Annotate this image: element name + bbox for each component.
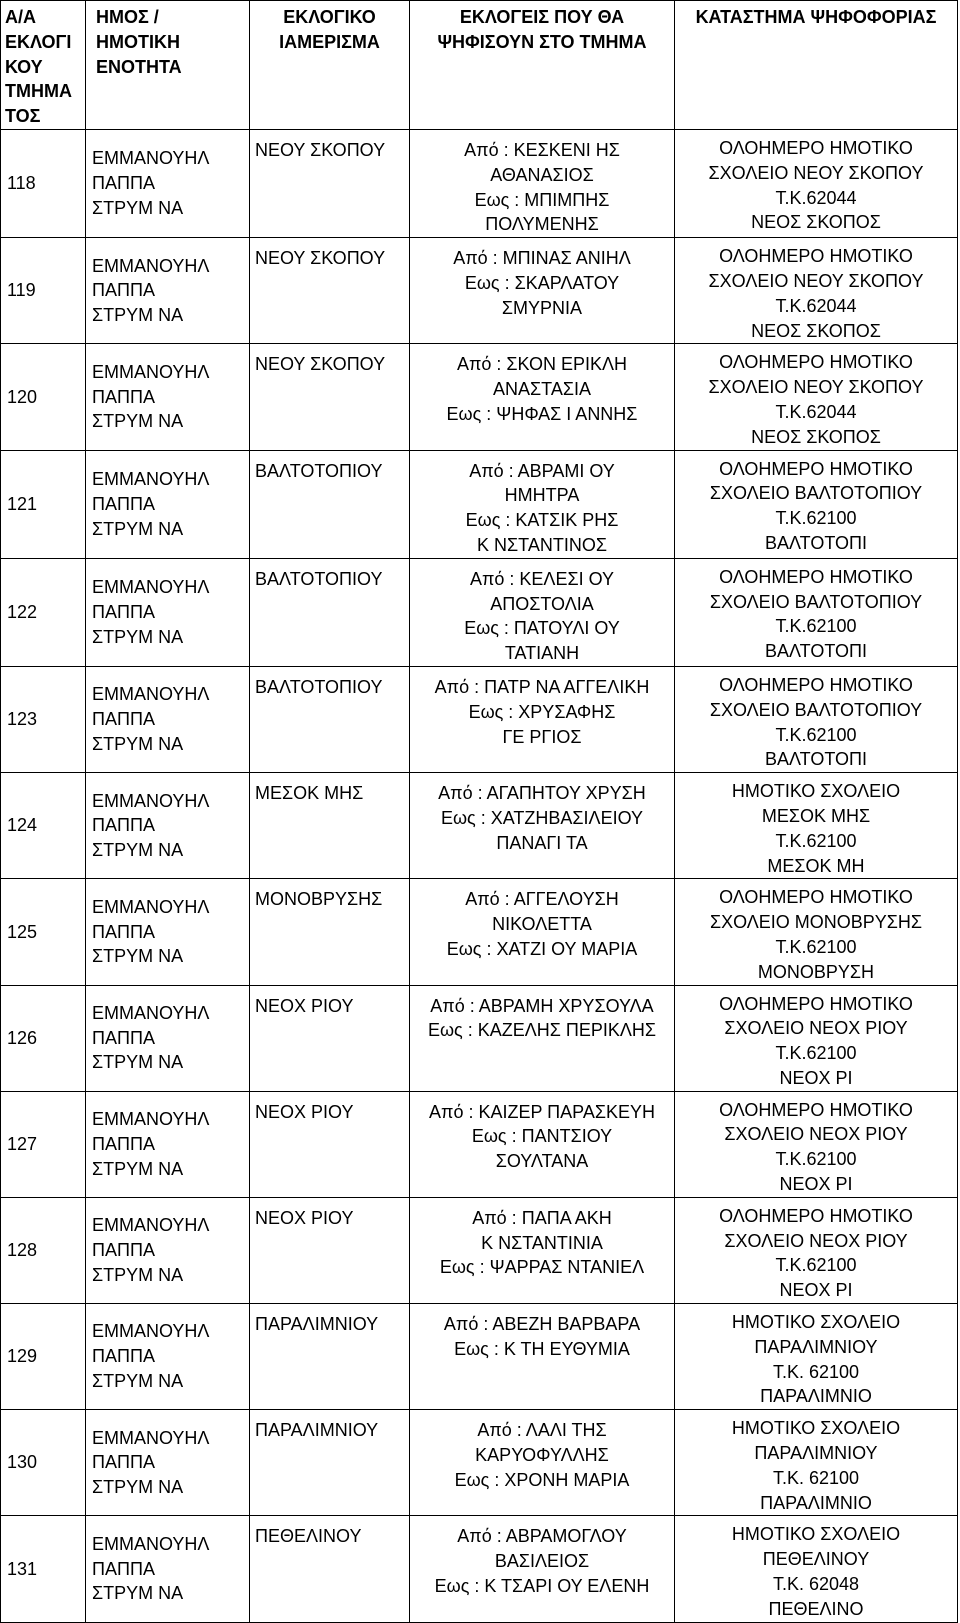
table-row (1, 130, 958, 238)
municipal-unit-cell: ΕΜΜΑΝΟΥΗΛ ΠΑΠΠΑ ΣΤΡΥΜ ΝΑ (86, 879, 250, 985)
table-row (1, 1304, 958, 1410)
table-row (1, 1197, 958, 1303)
section-number-cell: 123 (1, 666, 86, 772)
voters-range-cell: Από : ΣΚΟΝ ΕΡΙΚΛΗ ΑΝΑΣΤΑΣΙΑ Εως : ΨΗΦΑΣ Ι ΑΝΝΗΣ (410, 344, 675, 450)
municipal-unit-cell: ΕΜΜΑΝΟΥΗΛ ΠΑΠΠΑ ΣΤΡΥΜ ΝΑ (86, 1197, 250, 1303)
municipal-unit-cell: ΕΜΜΑΝΟΥΗΛ ΠΑΠΠΑ ΣΤΡΥΜ ΝΑ (86, 450, 250, 558)
municipal-unit-cell: ΕΜΜΑΝΟΥΗΛ ΠΑΠΠΑ ΣΤΡΥΜ ΝΑ (86, 985, 250, 1091)
polling-station-cell: ΟΛΟΗΜΕΡΟ ΗΜΟΤΙΚΟ ΣΧΟΛΕΙΟ ΝΕΟΥ ΣΚΟΠΟΥ Τ.Κ.62044 ΝΕΟΣ ΣΚΟΠΟΣ (675, 130, 958, 238)
section-number-cell: 124 (1, 773, 86, 879)
table-row (1, 773, 958, 879)
section-number-cell: 126 (1, 985, 86, 1091)
electoral-department-cell: ΠΑΡΑΛΙΜΝΙΟΥ (250, 1304, 410, 1410)
voters-range-cell: Από : ΑΒΡΑΜΗ ΧΡΥΣΟΥΛΑ Εως : ΚΑΖΕΛΗΣ ΠΕΡΙΚΛΗΣ (410, 985, 675, 1091)
polling-station-cell: ΟΛΟΗΜΕΡΟ ΗΜΟΤΙΚΟ ΣΧΟΛΕΙΟ ΜΟΝΟΒΡΥΣΗΣ Τ.Κ.62100 ΜΟΝΟΒΡΥΣΗ (675, 879, 958, 985)
voters-range-cell: Από : ΚΑΙΖΕΡ ΠΑΡΑΣΚΕΥΗ Εως : ΠΑΝΤΣΙΟΥ ΣΟΥΛΤΑΝΑ (410, 1091, 675, 1197)
voters-range-cell: Από : ΑΓΑΠΗΤΟΥ ΧΡΥΣΗ Εως : ΧΑΤΖΗΒΑΣΙΛΕΙΟΥ ΠΑΝΑΓΙ ΤΑ (410, 773, 675, 879)
header-section-number: Α/Α ΕΚΛΟΓΙ ΚΟΥ ΤΜΗΜΑ ΤΟΣ (1, 1, 86, 130)
polling-station-cell: ΗΜΟΤΙΚΟ ΣΧΟΛΕΙΟ ΜΕΣΟΚ ΜΗΣ Τ.Κ.62100 ΜΕΣΟΚ ΜΗ (675, 773, 958, 879)
electoral-department-cell: ΝΕΟΥ ΣΚΟΠΟΥ (250, 238, 410, 344)
table-row (1, 879, 958, 985)
municipal-unit-cell: ΕΜΜΑΝΟΥΗΛ ΠΑΠΠΑ ΣΤΡΥΜ ΝΑ (86, 773, 250, 879)
table-row (1, 558, 958, 666)
municipal-unit-cell: ΕΜΜΑΝΟΥΗΛ ΠΑΠΠΑ ΣΤΡΥΜ ΝΑ (86, 558, 250, 666)
section-number-cell: 118 (1, 130, 86, 238)
municipal-unit-cell: ΕΜΜΑΝΟΥΗΛ ΠΑΠΠΑ ΣΤΡΥΜ ΝΑ (86, 1091, 250, 1197)
voters-range-cell: Από : ΚΕΣΚΕΝΙ ΗΣ ΑΘΑΝΑΣΙΟΣ Εως : ΜΠΙΜΠΗΣ ΠΟΛΥΜΕΝΗΣ (410, 130, 675, 238)
polling-station-cell: ΗΜΟΤΙΚΟ ΣΧΟΛΕΙΟ ΠΑΡΑΛΙΜΝΙΟΥ Τ.Κ. 62100 ΠΑΡΑΛΙΜΝΙΟ (675, 1304, 958, 1410)
section-number-cell: 129 (1, 1304, 86, 1410)
voters-range-cell: Από : ΑΒΕΖΗ ΒΑΡΒΑΡΑ Εως : Κ ΤΗ ΕΥΘΥΜΙΑ (410, 1304, 675, 1410)
electoral-department-cell: ΒΑΛΤΟΤΟΠΙΟΥ (250, 558, 410, 666)
polling-station-cell: ΟΛΟΗΜΕΡΟ ΗΜΟΤΙΚΟ ΣΧΟΛΕΙΟ ΝΕΟΧ ΡΙΟΥ Τ.Κ.62100 ΝΕΟΧ ΡΙ (675, 1091, 958, 1197)
polling-station-cell: ΗΜΟΤΙΚΟ ΣΧΟΛΕΙΟ ΠΑΡΑΛΙΜΝΙΟΥ Τ.Κ. 62100 ΠΑΡΑΛΙΜΝΙΟ (675, 1410, 958, 1516)
header-electoral-department: ΕΚΛΟΓΙΚΟ ΙΑΜΕΡΙΣΜΑ (250, 1, 410, 130)
header-municipal-unit: ΗΜΟΣ / ΗΜΟΤΙΚΗ ΕΝΟΤΗΤΑ (86, 1, 250, 130)
polling-station-cell: ΟΛΟΗΜΕΡΟ ΗΜΟΤΙΚΟ ΣΧΟΛΕΙΟ ΒΑΛΤΟΤΟΠΙΟΥ Τ.Κ.62100 ΒΑΛΤΟΤΟΠΙ (675, 450, 958, 558)
municipal-unit-cell: ΕΜΜΑΝΟΥΗΛ ΠΑΠΠΑ ΣΤΡΥΜ ΝΑ (86, 238, 250, 344)
electoral-department-cell: ΒΑΛΤΟΤΟΠΙΟΥ (250, 450, 410, 558)
municipal-unit-cell: ΕΜΜΑΝΟΥΗΛ ΠΑΠΠΑ ΣΤΡΥΜ ΝΑ (86, 1516, 250, 1622)
electoral-department-cell: ΜΕΣΟΚ ΜΗΣ (250, 773, 410, 879)
section-number-cell: 131 (1, 1516, 86, 1622)
polling-station-cell: ΟΛΟΗΜΕΡΟ ΗΜΟΤΙΚΟ ΣΧΟΛΕΙΟ ΒΑΛΤΟΤΟΠΙΟΥ Τ.Κ.62100 ΒΑΛΤΟΤΟΠΙ (675, 558, 958, 666)
municipal-unit-cell: ΕΜΜΑΝΟΥΗΛ ΠΑΠΠΑ ΣΤΡΥΜ ΝΑ (86, 1304, 250, 1410)
polling-station-cell: ΟΛΟΗΜΕΡΟ ΗΜΟΤΙΚΟ ΣΧΟΛΕΙΟ ΝΕΟΧ ΡΙΟΥ Τ.Κ.62100 ΝΕΟΧ ΡΙ (675, 985, 958, 1091)
municipal-unit-cell: ΕΜΜΑΝΟΥΗΛ ΠΑΠΠΑ ΣΤΡΥΜ ΝΑ (86, 130, 250, 238)
electoral-department-cell: ΝΕΟΥ ΣΚΟΠΟΥ (250, 130, 410, 238)
voters-range-cell: Από : ΠΑΤΡ ΝΑ ΑΓΓΕΛΙΚΗ Εως : ΧΡΥΣΑΦΗΣ ΓΕ ΡΓΙΟΣ (410, 666, 675, 772)
municipal-unit-cell: ΕΜΜΑΝΟΥΗΛ ΠΑΠΠΑ ΣΤΡΥΜ ΝΑ (86, 344, 250, 450)
electoral-department-cell: ΒΑΛΤΟΤΟΠΙΟΥ (250, 666, 410, 772)
section-number-cell: 127 (1, 1091, 86, 1197)
municipal-unit-cell: ΕΜΜΑΝΟΥΗΛ ΠΑΠΠΑ ΣΤΡΥΜ ΝΑ (86, 1410, 250, 1516)
municipal-unit-cell: ΕΜΜΑΝΟΥΗΛ ΠΑΠΠΑ ΣΤΡΥΜ ΝΑ (86, 666, 250, 772)
section-number-cell: 121 (1, 450, 86, 558)
section-number-cell: 125 (1, 879, 86, 985)
electoral-department-cell: ΝΕΟΧ ΡΙΟΥ (250, 985, 410, 1091)
table-row (1, 1410, 958, 1516)
table-row (1, 344, 958, 450)
voters-range-cell: Από : ΑΒΡΑΜΙ ΟΥ ΗΜΗΤΡΑ Εως : ΚΑΤΣΙΚ ΡΗΣ Κ ΝΣΤΑΝΤΙΝΟΣ (410, 450, 675, 558)
electoral-department-cell: ΝΕΟΥ ΣΚΟΠΟΥ (250, 344, 410, 450)
section-number-cell: 130 (1, 1410, 86, 1516)
table-row (1, 238, 958, 344)
polling-station-cell: ΟΛΟΗΜΕΡΟ ΗΜΟΤΙΚΟ ΣΧΟΛΕΙΟ ΝΕΟΥ ΣΚΟΠΟΥ Τ.Κ.62044 ΝΕΟΣ ΣΚΟΠΟΣ (675, 344, 958, 450)
table-row (1, 666, 958, 772)
polling-station-cell: ΟΛΟΗΜΕΡΟ ΗΜΟΤΙΚΟ ΣΧΟΛΕΙΟ ΝΕΟΧ ΡΙΟΥ Τ.Κ.62100 ΝΕΟΧ ΡΙ (675, 1197, 958, 1303)
polling-station-cell: ΟΛΟΗΜΕΡΟ ΗΜΟΤΙΚΟ ΣΧΟΛΕΙΟ ΒΑΛΤΟΤΟΠΙΟΥ Τ.Κ.62100 ΒΑΛΤΟΤΟΠΙ (675, 666, 958, 772)
voters-range-cell: Από : ΑΒΡΑΜΟΓΛΟΥ ΒΑΣΙΛΕΙΟΣ Εως : Κ ΤΣΑΡΙ ΟΥ ΕΛΕΝΗ (410, 1516, 675, 1622)
electoral-department-cell: ΜΟΝΟΒΡΥΣΗΣ (250, 879, 410, 985)
section-number-cell: 120 (1, 344, 86, 450)
electoral-department-cell: ΠΕΘΕΛΙΝΟΥ (250, 1516, 410, 1622)
electoral-department-cell: ΝΕΟΧ ΡΙΟΥ (250, 1091, 410, 1197)
voters-range-cell: Από : ΑΓΓΕΛΟΥΣΗ ΝΙΚΟΛΕΤΤΑ Εως : ΧΑΤΖΙ ΟΥ ΜΑΡΙΑ (410, 879, 675, 985)
voters-range-cell: Από : ΚΕΛΕΣΙ ΟΥ ΑΠΟΣΤΟΛΙΑ Εως : ΠΑΤΟΥΛΙ ΟΥ ΤΑΤΙΑΝΗ (410, 558, 675, 666)
voters-range-cell: Από : ΛΑΛΙ ΤΗΣ ΚΑΡΥΟΦΥΛΛΗΣ Εως : ΧΡΟΝΗ ΜΑΡΙΑ (410, 1410, 675, 1516)
voters-range-cell: Από : ΠΑΠΑ ΑΚΗ Κ ΝΣΤΑΝΤΙΝΙΑ Εως : ΨΑΡΡΑΣ ΝΤΑΝΙΕΛ (410, 1197, 675, 1303)
section-number-cell: 122 (1, 558, 86, 666)
section-number-cell: 119 (1, 238, 86, 344)
table-row (1, 450, 958, 558)
header-polling-station: ΚΑΤΑΣΤΗΜΑ ΨΗΦΟΦΟΡΙΑΣ (675, 1, 958, 130)
table-row (1, 985, 958, 1091)
table-body (1, 130, 958, 1623)
table-row (1, 1516, 958, 1622)
polling-station-cell: ΗΜΟΤΙΚΟ ΣΧΟΛΕΙΟ ΠΕΘΕΛΙΝΟΥ Τ.Κ. 62048 ΠΕΘΕΛΙΝΟ (675, 1516, 958, 1622)
electoral-department-cell: ΝΕΟΧ ΡΙΟΥ (250, 1197, 410, 1303)
electoral-department-cell: ΠΑΡΑΛΙΜΝΙΟΥ (250, 1410, 410, 1516)
voters-range-cell: Από : ΜΠΙΝΑΣ ΑΝΙΗΛ Εως : ΣΚΑΡΛΑΤΟΥ ΣΜΥΡΝΙΑ (410, 238, 675, 344)
polling-station-cell: ΟΛΟΗΜΕΡΟ ΗΜΟΤΙΚΟ ΣΧΟΛΕΙΟ ΝΕΟΥ ΣΚΟΠΟΥ Τ.Κ.62044 ΝΕΟΣ ΣΚΟΠΟΣ (675, 238, 958, 344)
table-header-row (1, 1, 958, 130)
table-row (1, 1091, 958, 1197)
section-number-cell: 128 (1, 1197, 86, 1303)
header-voters-range: ΕΚΛΟΓΕΙΣ ΠΟΥ ΘΑ ΨΗΦΙΣΟΥΝ ΣΤΟ ΤΜΗΜΑ (410, 1, 675, 130)
